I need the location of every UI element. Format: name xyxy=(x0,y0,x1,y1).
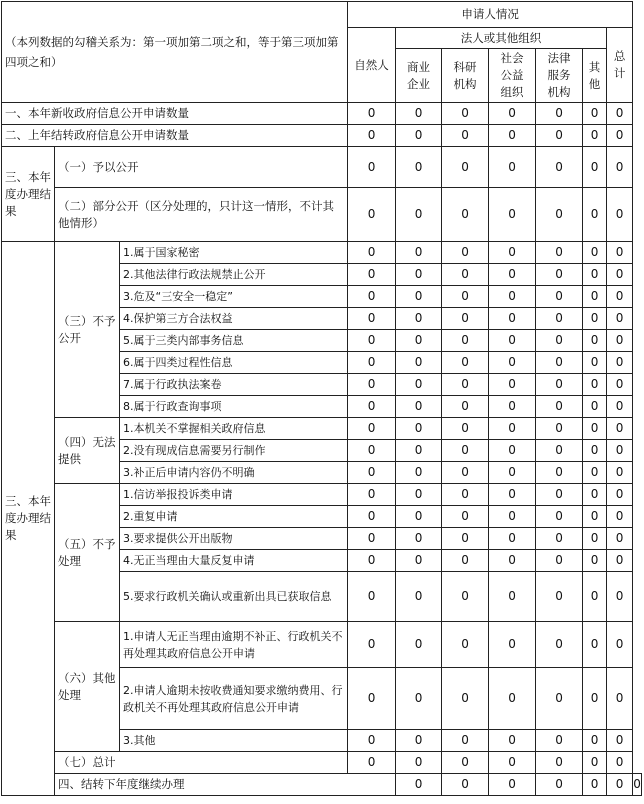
col-header-public-welfare: 社会公益组织 xyxy=(489,49,536,103)
cell-value: 0 xyxy=(583,752,607,774)
cell-value: 0 xyxy=(442,330,489,352)
cell-value: 0 xyxy=(583,550,607,572)
item-label: 5.属于三类内部事务信息 xyxy=(120,330,348,352)
cell-value: 0 xyxy=(536,752,583,774)
cell-value: 0 xyxy=(396,730,442,752)
cell-value: 0 xyxy=(489,308,536,330)
cell-value: 0 xyxy=(536,330,583,352)
cell-value: 0 xyxy=(442,418,489,440)
cell-value: 0 xyxy=(607,774,633,796)
item-label: 1.属于国家秘密 xyxy=(120,242,348,264)
cell-value: 0 xyxy=(583,484,607,506)
group-label-not-processed: （五）不予处理 xyxy=(55,484,120,622)
cell-value: 0 xyxy=(348,330,396,352)
cell-value: 0 xyxy=(348,418,396,440)
cell-value: 0 xyxy=(489,418,536,440)
cell-value: 0 xyxy=(348,396,396,418)
cell-value: 0 xyxy=(536,103,583,125)
item-label: 8.属于行政查询事项 xyxy=(120,396,348,418)
col-header-other: 其他 xyxy=(583,49,607,103)
cell-value: 0 xyxy=(348,147,396,188)
natural-person-header: 自然人 xyxy=(348,28,396,103)
cell-value: 0 xyxy=(442,462,489,484)
cell-value: 0 xyxy=(536,550,583,572)
cell-value: 0 xyxy=(607,125,633,147)
cell-value: 0 xyxy=(396,668,442,730)
row-label-carried-requests: 二、上年结转政府信息公开申请数量 xyxy=(2,125,348,147)
cell-value: 0 xyxy=(489,264,536,286)
cell-value: 0 xyxy=(442,484,489,506)
cell-value: 0 xyxy=(536,462,583,484)
cell-value: 0 xyxy=(583,462,607,484)
cell-value: 0 xyxy=(396,506,442,528)
cell-value: 0 xyxy=(348,374,396,396)
cell-value: 0 xyxy=(396,352,442,374)
cell-value: 0 xyxy=(442,396,489,418)
cell-value: 0 xyxy=(396,462,442,484)
cell-value: 0 xyxy=(607,506,633,528)
cell-value: 0 xyxy=(583,103,607,125)
cell-value: 0 xyxy=(489,550,536,572)
cell-value: 0 xyxy=(607,308,633,330)
cell-value: 0 xyxy=(442,752,489,774)
cell-value: 0 xyxy=(583,668,607,730)
item-label: 3.要求提供公开出版物 xyxy=(120,528,348,550)
cell-value: 0 xyxy=(442,147,489,188)
cell-value: 0 xyxy=(348,550,396,572)
cell-value: 0 xyxy=(607,147,633,188)
cell-value: 0 xyxy=(583,374,607,396)
cell-value: 0 xyxy=(489,147,536,188)
item-label: 3.危及“三安全一稳定” xyxy=(120,286,348,308)
cell-value: 0 xyxy=(536,374,583,396)
item-label: 2.没有现成信息需要另行制作 xyxy=(120,440,348,462)
cell-value: 0 xyxy=(583,622,607,668)
cell-value: 0 xyxy=(536,286,583,308)
cell-value: 0 xyxy=(536,125,583,147)
group-label-cannot-provide: （四）无法提供 xyxy=(55,418,120,484)
cell-value: 0 xyxy=(348,506,396,528)
cell-value: 0 xyxy=(442,103,489,125)
cell-value: 0 xyxy=(536,264,583,286)
cell-value: 0 xyxy=(536,440,583,462)
cell-value: 0 xyxy=(396,264,442,286)
cell-value: 0 xyxy=(442,572,489,622)
cell-value: 0 xyxy=(583,330,607,352)
cell-value: 0 xyxy=(348,188,396,242)
cell-value: 0 xyxy=(489,730,536,752)
cell-value: 0 xyxy=(489,668,536,730)
cell-value: 0 xyxy=(442,286,489,308)
cell-value: 0 xyxy=(489,622,536,668)
cell-value: 0 xyxy=(583,730,607,752)
cell-value: 0 xyxy=(348,668,396,730)
cell-value: 0 xyxy=(583,147,607,188)
cell-value: 0 xyxy=(536,484,583,506)
cell-value: 0 xyxy=(536,528,583,550)
cell-value: 0 xyxy=(583,125,607,147)
cell-value: 0 xyxy=(536,730,583,752)
cell-value: 0 xyxy=(442,264,489,286)
cell-value: 0 xyxy=(396,774,442,796)
cell-value: 0 xyxy=(489,462,536,484)
cell-value: 0 xyxy=(396,188,442,242)
cell-value: 0 xyxy=(583,264,607,286)
cell-value: 0 xyxy=(536,774,583,796)
cell-value: 0 xyxy=(536,188,583,242)
cell-value: 0 xyxy=(607,188,633,242)
cell-value: 0 xyxy=(607,286,633,308)
cell-value: 0 xyxy=(607,264,633,286)
cell-value: 0 xyxy=(607,730,633,752)
col-header-legal-service: 法律服务机构 xyxy=(536,49,583,103)
item-label: 6.属于四类过程性信息 xyxy=(120,352,348,374)
cell-value: 0 xyxy=(583,242,607,264)
cell-value: 0 xyxy=(348,308,396,330)
cell-value: 0 xyxy=(536,506,583,528)
applicant-header: 申请人情况 xyxy=(348,2,633,28)
cell-value: 0 xyxy=(396,103,442,125)
cell-value: 0 xyxy=(348,352,396,374)
cell-value: 0 xyxy=(396,374,442,396)
cell-value: 0 xyxy=(583,440,607,462)
cell-value: 0 xyxy=(583,774,607,796)
cell-value: 0 xyxy=(442,506,489,528)
cell-value: 0 xyxy=(442,352,489,374)
cell-value: 0 xyxy=(442,308,489,330)
cell-value: 0 xyxy=(396,550,442,572)
item-label: 4.无正当理由大量反复申请 xyxy=(120,550,348,572)
item-label: 1.信访举报投诉类申请 xyxy=(120,484,348,506)
cell-value: 0 xyxy=(536,147,583,188)
cell-value: 0 xyxy=(489,125,536,147)
cell-value: 0 xyxy=(489,374,536,396)
item-label: 4.保护第三方合法权益 xyxy=(120,308,348,330)
cell-value: 0 xyxy=(348,462,396,484)
cell-value: 0 xyxy=(396,484,442,506)
cell-value: 0 xyxy=(442,528,489,550)
cell-value: 0 xyxy=(583,188,607,242)
cell-value: 0 xyxy=(396,440,442,462)
cell-value: 0 xyxy=(607,242,633,264)
cell-value: 0 xyxy=(489,484,536,506)
cell-value: 0 xyxy=(583,506,607,528)
cell-value: 0 xyxy=(396,242,442,264)
cell-value: 0 xyxy=(348,286,396,308)
cell-value: 0 xyxy=(442,622,489,668)
cell-value: 0 xyxy=(442,188,489,242)
row-label-partially-disclosed: （二）部分公开（区分处理的，只计这一情形，不计其他情形） xyxy=(55,188,348,242)
item-label: 1.本机关不掌握相关政府信息 xyxy=(120,418,348,440)
cell-value: 0 xyxy=(348,484,396,506)
cell-value: 0 xyxy=(489,188,536,242)
item-label: 2.其他法律行政法规禁止公开 xyxy=(120,264,348,286)
cell-value: 0 xyxy=(536,622,583,668)
cell-value: 0 xyxy=(536,396,583,418)
cell-value: 0 xyxy=(396,752,442,774)
cell-value: 0 xyxy=(489,286,536,308)
cell-value: 0 xyxy=(536,352,583,374)
row-label-new-requests: 一、本年新收政府信息公开申请数量 xyxy=(2,103,348,125)
cell-value: 0 xyxy=(489,396,536,418)
item-label: 2.申请人逾期未按收费通知要求缴纳费用、行政机关不再处理其政府信息公开申请 xyxy=(120,668,348,730)
item-label: 3.补正后申请内容仍不明确 xyxy=(120,462,348,484)
cell-value: 0 xyxy=(348,242,396,264)
row-label-carry-forward: 四、结转下年度继续办理 xyxy=(55,774,396,796)
cell-value: 0 xyxy=(348,125,396,147)
cell-value: 0 xyxy=(348,264,396,286)
cell-value: 0 xyxy=(607,668,633,730)
section-label-results: 三、本年度办理结果 xyxy=(2,147,55,242)
cell-value: 0 xyxy=(396,572,442,622)
col-header-research: 科研机构 xyxy=(442,49,489,103)
row-label-total: （七）总计 xyxy=(55,752,348,774)
cell-value: 0 xyxy=(489,330,536,352)
cell-value: 0 xyxy=(489,506,536,528)
cell-value: 0 xyxy=(442,550,489,572)
cell-value: 0 xyxy=(607,103,633,125)
cell-value: 0 xyxy=(396,418,442,440)
cell-value: 0 xyxy=(583,352,607,374)
cell-value: 0 xyxy=(442,440,489,462)
cell-value: 0 xyxy=(489,352,536,374)
cell-value: 0 xyxy=(583,528,607,550)
group-label-other-handling: （六）其他处理 xyxy=(55,622,120,752)
cell-value: 0 xyxy=(633,774,642,796)
cell-value: 0 xyxy=(536,308,583,330)
cell-value: 0 xyxy=(348,528,396,550)
cell-value: 0 xyxy=(583,572,607,622)
cell-value: 0 xyxy=(583,396,607,418)
cell-value: 0 xyxy=(607,418,633,440)
cell-value: 0 xyxy=(607,462,633,484)
col-header-business: 商业企业 xyxy=(396,49,442,103)
cell-value: 0 xyxy=(607,622,633,668)
cell-value: 0 xyxy=(489,528,536,550)
cell-value: 0 xyxy=(489,774,536,796)
group-label-not-disclosed: （三）不予公开 xyxy=(55,242,120,418)
cell-value: 0 xyxy=(607,572,633,622)
cell-value: 0 xyxy=(396,528,442,550)
table-note: （本列数据的勾稽关系为：第一项加第二项之和，等于第三项加第四项之和） xyxy=(2,2,348,103)
cell-value: 0 xyxy=(442,774,489,796)
cell-value: 0 xyxy=(442,242,489,264)
cell-value: 0 xyxy=(607,752,633,774)
cell-value: 0 xyxy=(442,374,489,396)
cell-value: 0 xyxy=(489,103,536,125)
cell-value: 0 xyxy=(607,550,633,572)
cell-value: 0 xyxy=(607,330,633,352)
cell-value: 0 xyxy=(583,308,607,330)
item-label: 1.申请人无正当理由逾期不补正、行政机关不再处理其政府信息公开申请 xyxy=(120,622,348,668)
cell-value: 0 xyxy=(348,103,396,125)
cell-value: 0 xyxy=(489,440,536,462)
info-disclosure-table xyxy=(1,1,642,796)
cell-value: 0 xyxy=(348,730,396,752)
cell-value: 0 xyxy=(396,147,442,188)
cell-value: 0 xyxy=(607,528,633,550)
cell-value: 0 xyxy=(607,396,633,418)
cell-value: 0 xyxy=(348,572,396,622)
section-label-results-2: 三、本年度办理结果 xyxy=(2,242,55,796)
cell-value: 0 xyxy=(489,242,536,264)
cell-value: 0 xyxy=(536,668,583,730)
item-label: 7.属于行政执法案卷 xyxy=(120,374,348,396)
cell-value: 0 xyxy=(396,125,442,147)
cell-value: 0 xyxy=(536,418,583,440)
cell-value: 0 xyxy=(607,484,633,506)
legal-group-header: 法人或其他组织 xyxy=(396,28,607,49)
item-label: 5.要求行政机关确认或重新出具已获取信息 xyxy=(120,572,348,622)
cell-value: 0 xyxy=(396,396,442,418)
cell-value: 0 xyxy=(348,622,396,668)
cell-value: 0 xyxy=(442,668,489,730)
cell-value: 0 xyxy=(583,286,607,308)
cell-value: 0 xyxy=(396,330,442,352)
item-label: 2.重复申请 xyxy=(120,506,348,528)
cell-value: 0 xyxy=(442,730,489,752)
cell-value: 0 xyxy=(442,125,489,147)
item-label: 3.其他 xyxy=(120,730,348,752)
cell-value: 0 xyxy=(489,572,536,622)
cell-value: 0 xyxy=(607,374,633,396)
cell-value: 0 xyxy=(607,440,633,462)
cell-value: 0 xyxy=(396,308,442,330)
total-header: 总计 xyxy=(607,28,633,103)
cell-value: 0 xyxy=(348,752,396,774)
cell-value: 0 xyxy=(489,752,536,774)
cell-value: 0 xyxy=(583,418,607,440)
cell-value: 0 xyxy=(348,440,396,462)
cell-value: 0 xyxy=(396,286,442,308)
cell-value: 0 xyxy=(536,572,583,622)
cell-value: 0 xyxy=(396,622,442,668)
cell-value: 0 xyxy=(607,352,633,374)
cell-value: 0 xyxy=(536,242,583,264)
row-label-disclosed: （一）予以公开 xyxy=(55,147,348,188)
